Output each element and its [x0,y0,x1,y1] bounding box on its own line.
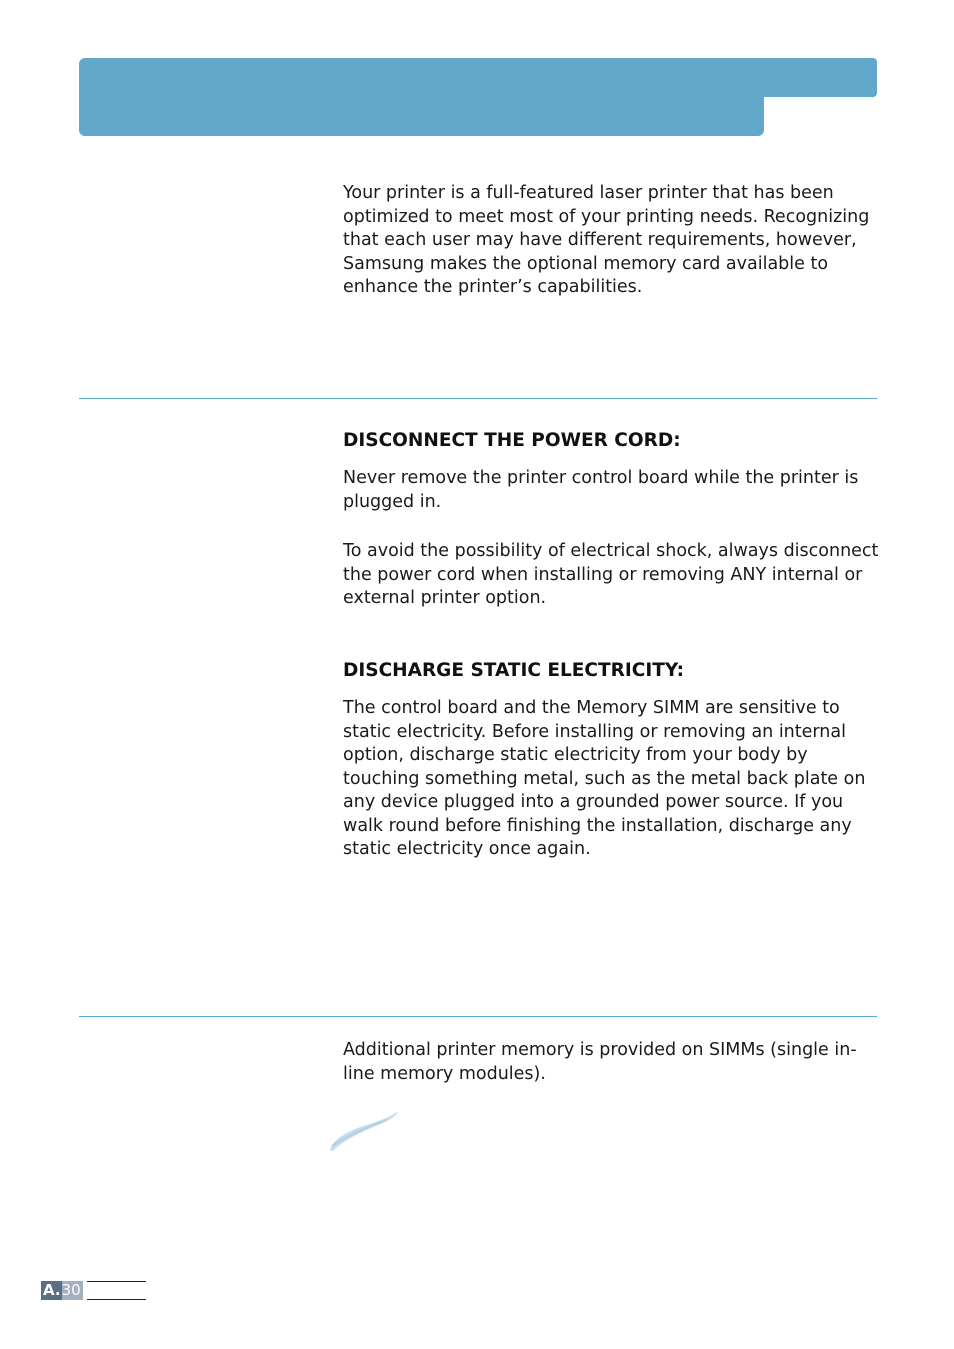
section-divider [79,398,877,399]
paragraph-simm-memory: Additional printer memory is provided on SIMMs (single in-line memory modules). [343,1040,857,1084]
intro-paragraph: Your printer is a full-featured laser printer that has been optimized to meet most of your printing needs. Recognizing that each user may have different requirements, however, Samsung makes the optional memory card available to enhance the printer’s capabilities. [343,183,870,297]
note-brush-stroke-icon [326,1106,402,1154]
heading-disconnect-power-cord: DISCONNECT THE POWER CORD: [343,430,681,451]
page-number-badge [41,1281,83,1300]
paragraph-electrical-shock: To avoid the possibility of electrical shock, always disconnect the power cord when installing or removing ANY internal or external printer option. [343,541,879,608]
header-band [79,58,764,136]
footer-rule [87,1281,146,1300]
heading-discharge-static: DISCHARGE STATIC ELECTRICITY: [343,660,685,681]
page-number: 30 [61,1281,81,1299]
page-appendix-letter: A. [43,1281,61,1299]
header-tab [700,58,877,97]
paragraph-static-electricity: The control board and the Memory SIMM are sensitive to static electricity. Before installing or removing an internal option, discharge static electricity from your body by touching something metal, such as the metal back plate on any device plugged into a grounded power source. If you walk round before finishing the installation, discharge any static electricity once again. [343,698,866,859]
paragraph-power-cord-warning: Never remove the printer control board while the printer is plugged in. [343,468,859,512]
section-divider [79,1016,877,1017]
